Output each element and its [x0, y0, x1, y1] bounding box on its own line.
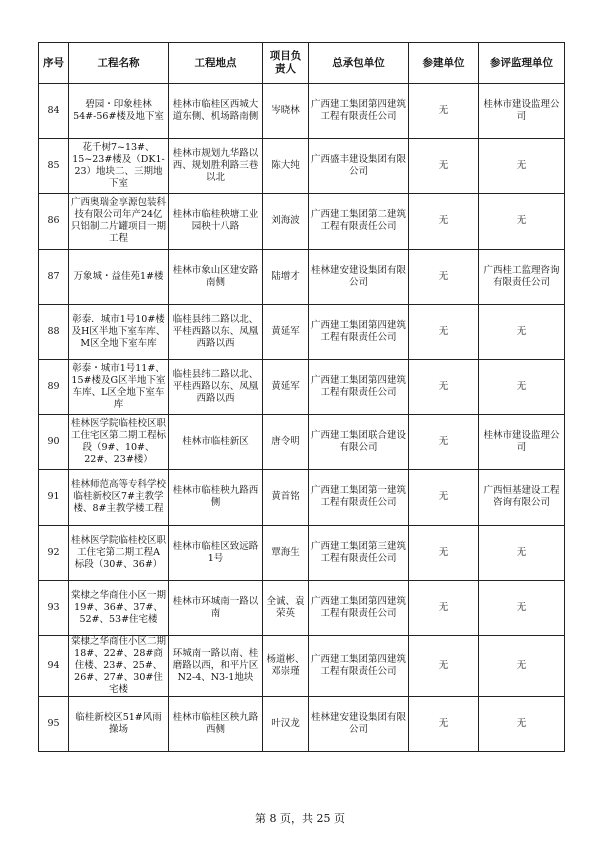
project-manager: 叶汉龙 [263, 696, 309, 751]
supervision-unit: 无 [479, 525, 565, 580]
table-row [39, 696, 565, 751]
project-location: 桂林市临桂区致远路1号 [169, 525, 263, 580]
project-name: 碧园・印象桂林54#-56#楼及地下室 [69, 84, 169, 139]
header-participant: 参建单位 [409, 43, 479, 84]
participating-unit: 无 [409, 580, 479, 635]
row-number: 95 [39, 696, 69, 751]
table-row [39, 359, 565, 414]
table-row [39, 415, 565, 470]
participating-unit: 无 [409, 84, 479, 139]
row-number: 90 [39, 415, 69, 470]
project-location: 桂林市象山区建安路南侧 [169, 249, 263, 304]
project-name: 万象城・益佳苑1#楼 [69, 249, 169, 304]
project-manager: 覃海生 [263, 525, 309, 580]
header-contractor: 总承包单位 [309, 43, 409, 84]
project-location: 桂林市临桂区西城大道东侧、机场路南侧 [169, 84, 263, 139]
project-name: 桂林医学院临桂校区职工住宅区第二期工程标段（9#、10#、22#、23#楼） [69, 415, 169, 470]
project-name: 广西奥瑞金享源包装科技有限公司年产24亿只铝制二片罐项目一期工程 [69, 194, 169, 249]
header-manager: 项目负责人 [263, 43, 309, 84]
supervision-unit: 广西恒基建设工程咨询有限公司 [479, 470, 565, 525]
supervision-unit: 无 [479, 194, 565, 249]
table-row [39, 304, 565, 359]
project-location: 临桂县纬二路以北、平桂西路以东、凤凰西路以西 [169, 359, 263, 414]
general-contractor: 广西盛丰建设集团有限公司 [309, 139, 409, 194]
header-supervisor: 参评监理单位 [479, 43, 565, 84]
project-name: 桂林师范高等专科学校临桂新校区7#主教学楼、8#主教学楼工程 [69, 470, 169, 525]
project-manager: 刘海波 [263, 194, 309, 249]
supervision-unit: 无 [479, 580, 565, 635]
table-row [39, 635, 565, 696]
project-manager: 陆增才 [263, 249, 309, 304]
project-manager: 黄首铭 [263, 470, 309, 525]
general-contractor: 广西建工集团联合建设有限公司 [309, 415, 409, 470]
table-row [39, 580, 565, 635]
supervision-unit: 无 [479, 359, 565, 414]
supervision-unit: 桂林市建设监理公司 [479, 84, 565, 139]
row-number: 94 [39, 635, 69, 696]
participating-unit: 无 [409, 696, 479, 751]
project-location: 临桂县纬二路以北、平桂西路以东、凤凰西路以西 [169, 304, 263, 359]
supervision-unit: 广西桂工监理咨询有限责任公司 [479, 249, 565, 304]
table-body [39, 84, 565, 752]
project-name: 棠棣之华商住小区二期18#、22#、28#商住楼、23#、25#、26#、27#、30#住宅楼 [69, 635, 169, 696]
project-manager: 陈大纯 [263, 139, 309, 194]
supervision-unit: 桂林市建设监理公司 [479, 415, 565, 470]
supervision-unit: 无 [479, 139, 565, 194]
project-location: 桂林市临桂秧九路西侧 [169, 470, 263, 525]
general-contractor: 广西建工集团第二建筑工程有限责任公司 [309, 194, 409, 249]
general-contractor: 广西建工集团第四建筑工程有限责任公司 [309, 359, 409, 414]
project-manager: 黄延军 [263, 359, 309, 414]
header-name: 工程名称 [69, 43, 169, 84]
participating-unit: 无 [409, 415, 479, 470]
project-name: 桂林医学院临桂校区职工住宅第二期工程A 标段（30#、36#） [69, 525, 169, 580]
project-manager: 岑晓林 [263, 84, 309, 139]
general-contractor: 广西建工集团第三建筑工程有限责任公司 [309, 525, 409, 580]
page-footer: 第 8 页，共 25 页 [255, 812, 345, 825]
row-number: 85 [39, 139, 69, 194]
row-number: 92 [39, 525, 69, 580]
row-number: 93 [39, 580, 69, 635]
participating-unit: 无 [409, 470, 479, 525]
general-contractor: 广西建工集团第四建筑工程有限责任公司 [309, 304, 409, 359]
participating-unit: 无 [409, 525, 479, 580]
table-row [39, 249, 565, 304]
table-header-row [39, 43, 565, 84]
row-number: 89 [39, 359, 69, 414]
row-number: 88 [39, 304, 69, 359]
row-number: 91 [39, 470, 69, 525]
project-name: 彰泰．城市1号10#楼及H区半地下室车库、M区全地下室车库 [69, 304, 169, 359]
row-number: 84 [39, 84, 69, 139]
project-name: 彰泰・城市1号11#、15#楼及G区半地下室车库、L区全地下室车库 [69, 359, 169, 414]
project-location: 桂林市规划九华路以西、规划胜利路三巷以北 [169, 139, 263, 194]
table-row [39, 139, 565, 194]
row-number: 87 [39, 249, 69, 304]
project-manager: 全诚、袁荣英 [263, 580, 309, 635]
project-name: 临桂新校区51#风雨操场 [69, 696, 169, 751]
participating-unit: 无 [409, 359, 479, 414]
header-no: 序号 [39, 43, 69, 84]
participating-unit: 无 [409, 635, 479, 696]
supervision-unit: 无 [479, 635, 565, 696]
project-manager: 黄延军 [263, 304, 309, 359]
general-contractor: 广西建工集团第四建筑工程有限责任公司 [309, 580, 409, 635]
project-location: 桂林市临桂秧塘工业园秧十八路 [169, 194, 263, 249]
project-name: 棠棣之华商住小区一期19#、36#、37#、52#、53#住宅楼 [69, 580, 169, 635]
general-contractor: 桂林建安建设集团有限公司 [309, 249, 409, 304]
participating-unit: 无 [409, 304, 479, 359]
participating-unit: 无 [409, 139, 479, 194]
project-manager: 杨道彬、邓崇瑾 [263, 635, 309, 696]
general-contractor: 广西建工集团第四建筑工程有限责任公司 [309, 84, 409, 139]
participating-unit: 无 [409, 249, 479, 304]
header-location: 工程地点 [169, 43, 263, 84]
project-manager: 唐令明 [263, 415, 309, 470]
project-location: 环城南一路以南、桂磨路以西，和平片区N2-4、N3-1地块 [169, 635, 263, 696]
table-row [39, 470, 565, 525]
general-contractor: 广西建工集团第一建筑工程有限责任公司 [309, 470, 409, 525]
project-location: 桂林市环城南一路以南 [169, 580, 263, 635]
project-name: 花千树7~13#、15~23#楼及（DK1-23）地块二、三期地下室 [69, 139, 169, 194]
project-location: 桂林市临桂区秧九路西侧 [169, 696, 263, 751]
general-contractor: 桂林建安建设集团有限公司 [309, 696, 409, 751]
row-number: 86 [39, 194, 69, 249]
participating-unit: 无 [409, 194, 479, 249]
project-location: 桂林市临桂新区 [169, 415, 263, 470]
general-contractor: 广西建工集团第四建筑工程有限责任公司 [309, 635, 409, 696]
table-row [39, 525, 565, 580]
supervision-unit: 无 [479, 304, 565, 359]
table-row [39, 84, 565, 139]
project-table [38, 42, 565, 752]
supervision-unit: 无 [479, 696, 565, 751]
table-row [39, 194, 565, 249]
